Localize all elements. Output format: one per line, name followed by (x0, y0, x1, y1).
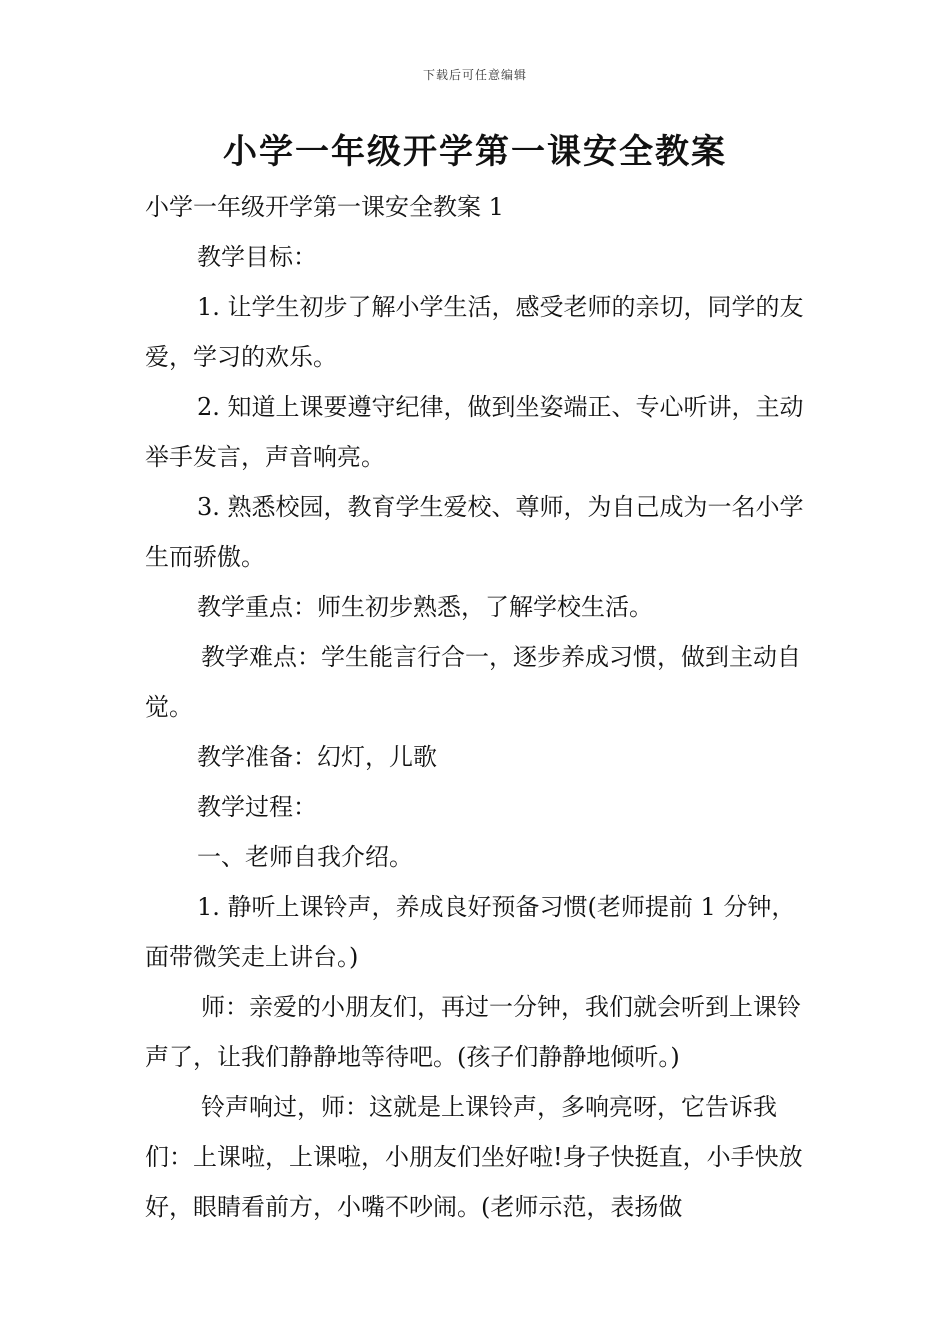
step-1: 1. 静听上课铃声，养成良好预备习惯(老师提前 1 分钟，面带微笑走上讲台。) (145, 893, 796, 971)
objective-1: 1. 让学生初步了解小学生活，感受老师的亲切，同学的友爱，学习的欢乐。 (145, 293, 804, 371)
preparation: 教学准备：幻灯，儿歌 (197, 743, 437, 771)
document-subtitle: 小学一年级开学第一课安全教案 1 (145, 193, 504, 221)
key-points: 教学重点：师生初步熟悉，了解学校生活。 (197, 593, 653, 621)
difficulties: 教学难点：学生能言行合一，逐步养成习惯，做到主动自觉。 (145, 643, 801, 721)
objective-2: 2. 知道上课要遵守纪律，做到坐姿端正、专心听讲，主动举手发言，声音响亮。 (145, 393, 804, 471)
objective-3: 3. 熟悉校园，教育学生爱校、尊师，为自己成为一名小学生而骄傲。 (145, 493, 804, 571)
section-1-heading: 一、老师自我介绍。 (197, 843, 413, 871)
document-body (145, 182, 810, 1232)
document-title: 小学一年级开学第一课安全教案 (223, 132, 727, 172)
teacher-line: 师：亲爱的小朋友们，再过一分钟，我们就会听到上课铃声了，让我们静静地等待吧。(孩子们静静地倾听。) (145, 993, 801, 1071)
process-heading: 教学过程： (197, 793, 317, 821)
bell-line: 铃声响过，师：这就是上课铃声，多响亮呀，它告诉我们：上课啦，上课啦，小朋友们坐好啦!身子快挺直，小手快放好，眼睛看前方，小嘴不吵闹。(老师示范，表扬做 (145, 1093, 803, 1221)
header-note: 下载后可任意编辑 (422, 68, 527, 82)
objectives-heading: 教学目标： (197, 243, 317, 271)
